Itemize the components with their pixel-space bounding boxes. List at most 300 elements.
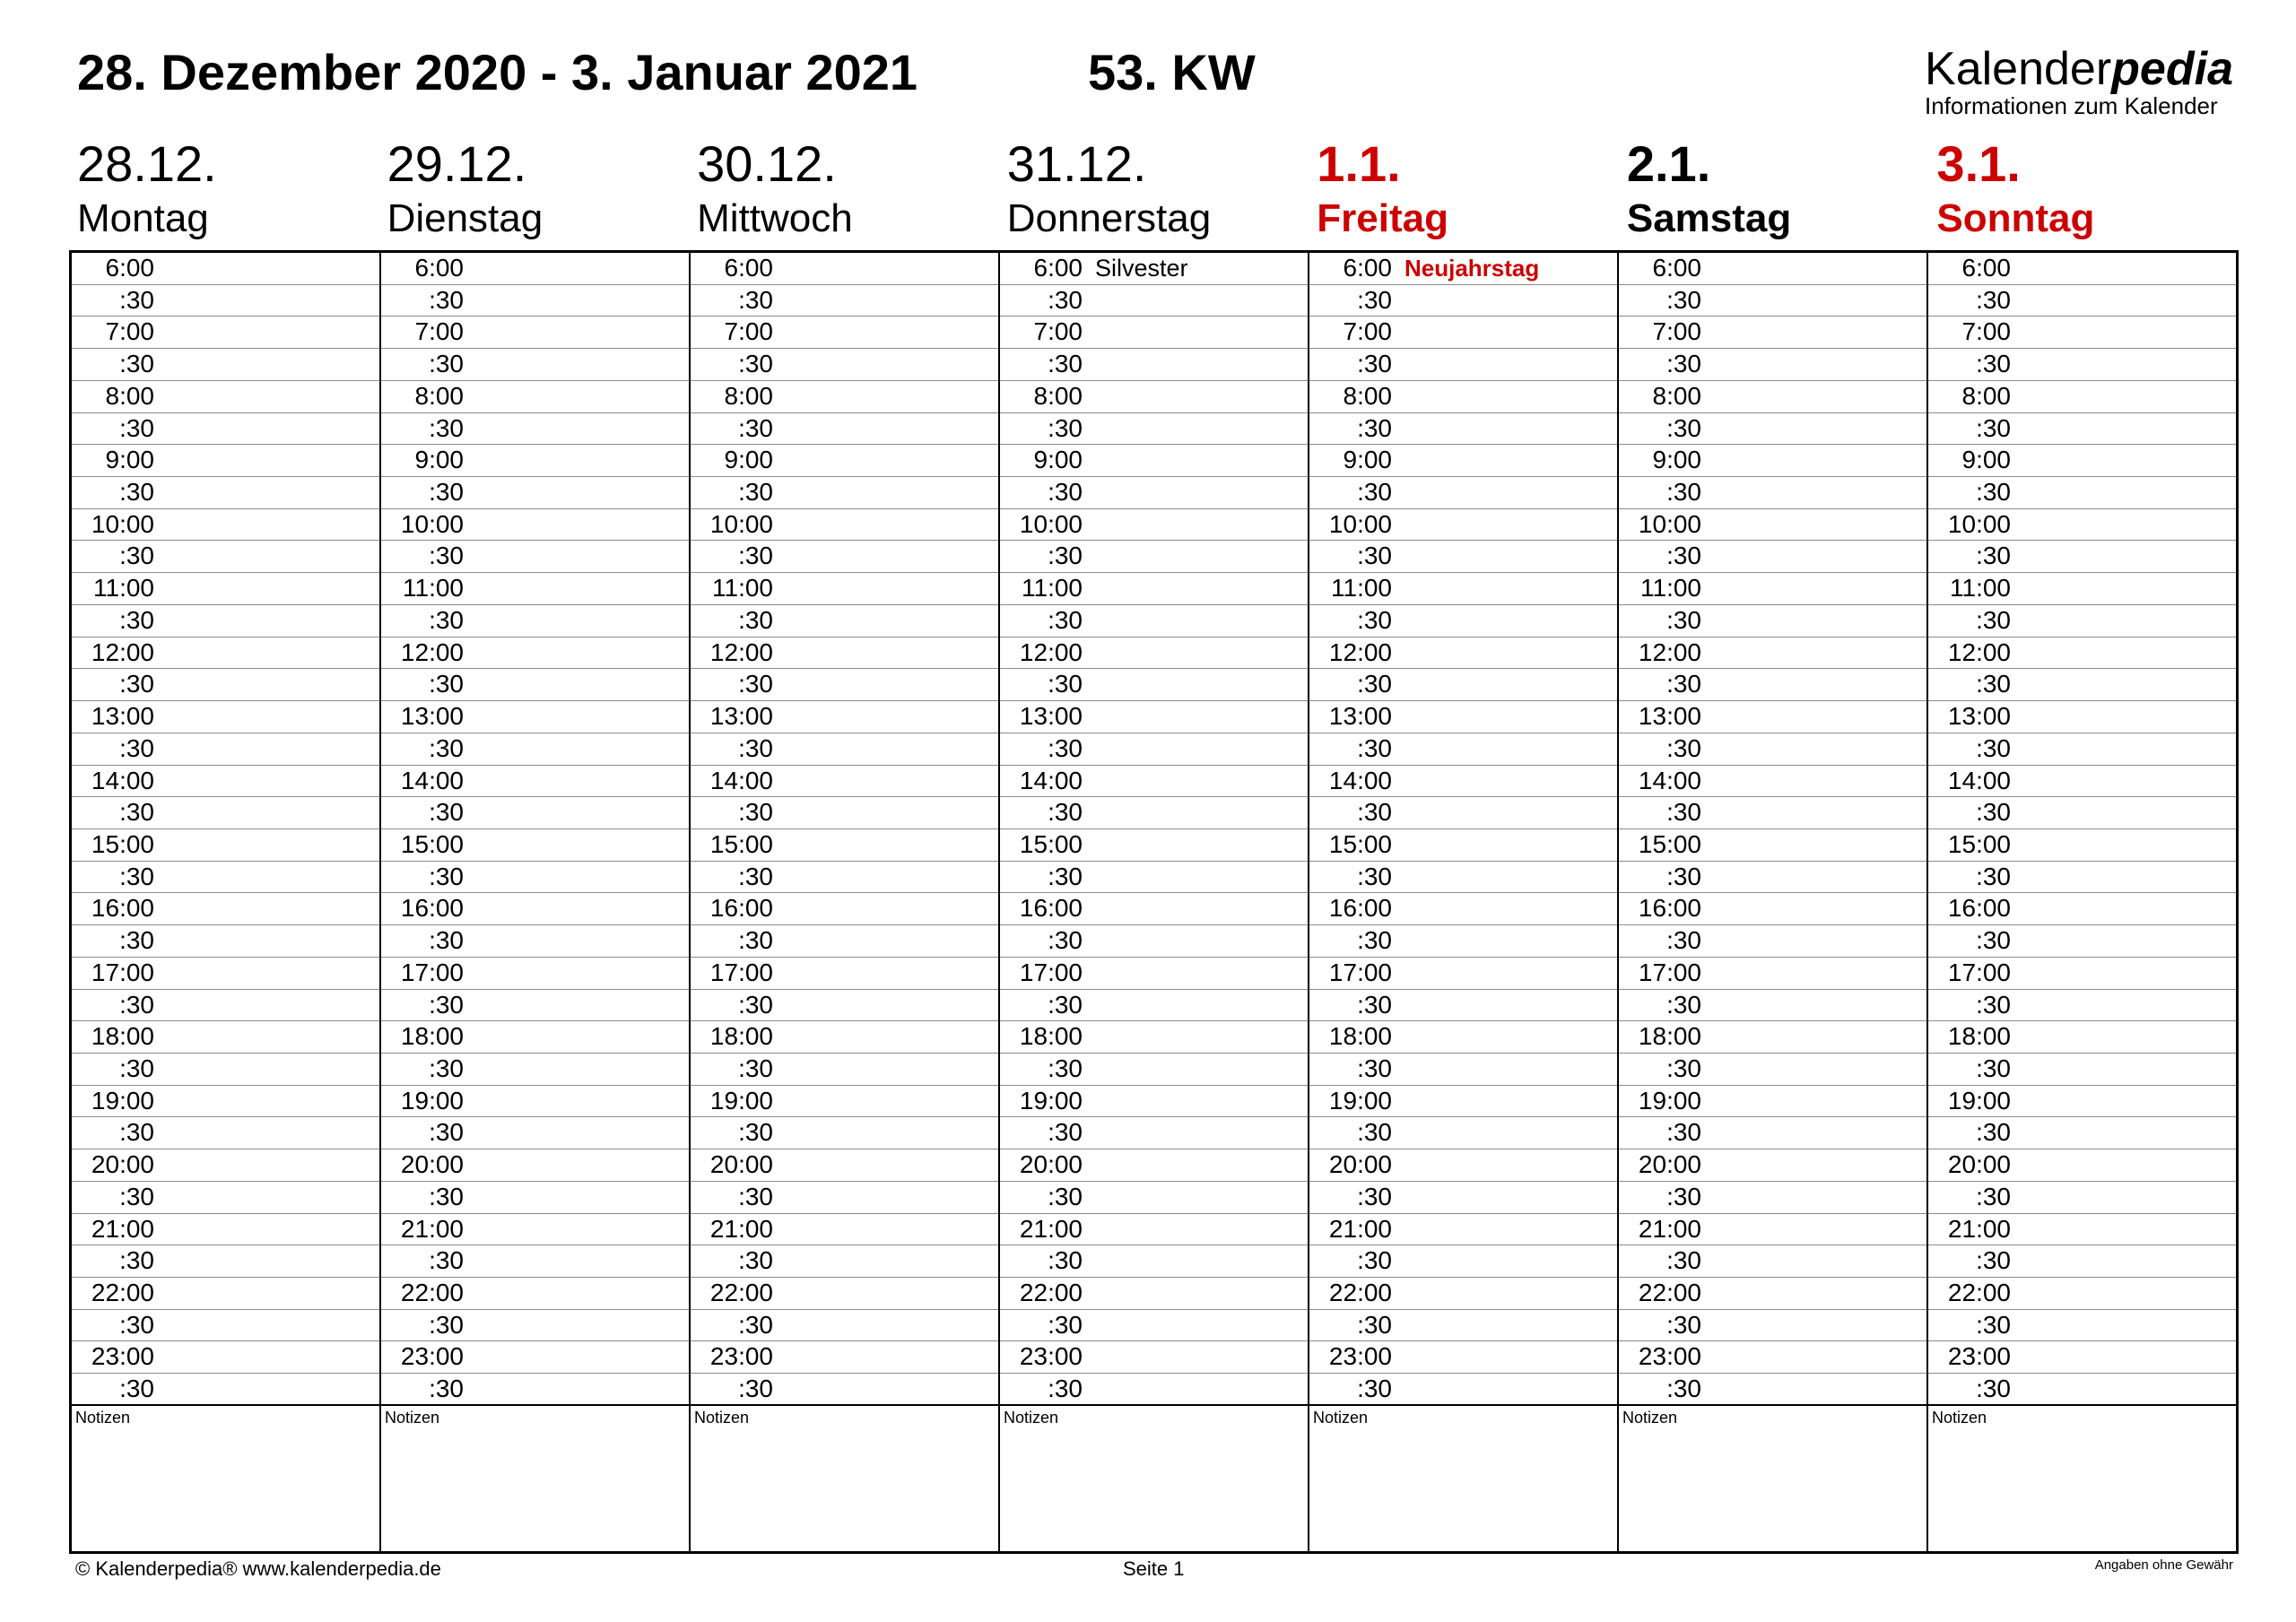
- time-slot[interactable]: [1309, 605, 1617, 638]
- time-slot[interactable]: [381, 349, 689, 381]
- time-slot[interactable]: [72, 445, 379, 477]
- time-slot[interactable]: [1928, 1374, 2236, 1406]
- time-slot[interactable]: [72, 413, 379, 446]
- time-slot[interactable]: [381, 413, 689, 446]
- time-slot[interactable]: [72, 638, 379, 670]
- time-slot[interactable]: [1000, 573, 1308, 605]
- time-slot[interactable]: [1928, 733, 2236, 766]
- time-slot[interactable]: [1000, 413, 1308, 446]
- time-slot[interactable]: [1309, 701, 1617, 733]
- time-slot[interactable]: [1000, 701, 1308, 733]
- time-slot[interactable]: [1000, 638, 1308, 670]
- notes-area[interactable]: [1619, 1406, 1926, 1551]
- time-slot[interactable]: [1928, 1054, 2236, 1086]
- time-slot[interactable]: [1000, 253, 1308, 285]
- time-slot[interactable]: [1000, 958, 1308, 990]
- time-label: :30: [119, 605, 154, 634]
- time-slot[interactable]: [1309, 285, 1617, 317]
- time-slot[interactable]: [381, 285, 689, 317]
- time-slot[interactable]: [1928, 477, 2236, 509]
- time-slot[interactable]: [72, 1341, 379, 1374]
- time-slot[interactable]: [381, 733, 689, 766]
- time-slot[interactable]: [1000, 733, 1308, 766]
- time-slot[interactable]: [72, 829, 379, 862]
- time-slot[interactable]: [72, 797, 379, 829]
- time-slot[interactable]: [72, 1245, 379, 1278]
- time-slot[interactable]: [1619, 1214, 1926, 1246]
- time-label: :30: [119, 350, 154, 378]
- time-slot[interactable]: [1619, 253, 1926, 285]
- time-slot[interactable]: [691, 1182, 998, 1214]
- time-slot[interactable]: [691, 349, 998, 381]
- time-slot[interactable]: [72, 1117, 379, 1149]
- time-slot[interactable]: [381, 1086, 689, 1118]
- time-slot[interactable]: [72, 1021, 379, 1054]
- time-slot[interactable]: [1000, 1182, 1308, 1214]
- time-slot[interactable]: [381, 1245, 689, 1278]
- time-slot[interactable]: [1309, 669, 1617, 701]
- day-header: [77, 134, 387, 242]
- time-slot[interactable]: [1309, 1021, 1617, 1054]
- time-slot[interactable]: [1619, 381, 1926, 413]
- day-name: Mittwoch: [697, 196, 853, 240]
- time-slot[interactable]: [1309, 381, 1617, 413]
- time-slot[interactable]: [72, 990, 379, 1022]
- time-slot[interactable]: [1000, 605, 1308, 638]
- time-slot[interactable]: [691, 381, 998, 413]
- time-slot[interactable]: [72, 381, 379, 413]
- time-slot[interactable]: [1619, 1054, 1926, 1086]
- time-slot[interactable]: [1309, 413, 1617, 446]
- time-label: 7:00: [1961, 317, 2011, 346]
- time-slot[interactable]: [691, 477, 998, 509]
- time-slot[interactable]: [72, 1214, 379, 1246]
- time-slot[interactable]: [1928, 605, 2236, 638]
- time-slot[interactable]: [1000, 990, 1308, 1022]
- time-slot[interactable]: [691, 1021, 998, 1054]
- notes-area[interactable]: [1309, 1406, 1617, 1551]
- time-slot[interactable]: [1928, 701, 2236, 733]
- time-slot[interactable]: [1619, 829, 1926, 862]
- time-label: :30: [1976, 1310, 2011, 1339]
- time-slot[interactable]: [1619, 413, 1926, 446]
- time-slot[interactable]: [1928, 1245, 2236, 1278]
- time-slot[interactable]: [691, 253, 998, 285]
- time-slot[interactable]: [1000, 1341, 1308, 1374]
- time-label: :30: [1666, 1246, 1701, 1275]
- time-slot[interactable]: [1928, 1278, 2236, 1310]
- time-slot[interactable]: [691, 1214, 998, 1246]
- time-label: :30: [119, 862, 154, 890]
- time-slot[interactable]: [1309, 733, 1617, 766]
- time-slot[interactable]: [72, 349, 379, 381]
- time-slot[interactable]: [1619, 958, 1926, 990]
- time-label: 10:00: [400, 509, 464, 538]
- notes-area[interactable]: [1000, 1406, 1308, 1551]
- time-slot[interactable]: [1928, 413, 2236, 446]
- time-slot[interactable]: [1619, 1341, 1926, 1374]
- time-slot[interactable]: [1000, 1310, 1308, 1342]
- time-slot[interactable]: [1309, 1182, 1617, 1214]
- time-slot[interactable]: [1619, 733, 1926, 766]
- time-slot[interactable]: [72, 573, 379, 605]
- time-slot[interactable]: [691, 509, 998, 542]
- time-slot[interactable]: [72, 701, 379, 733]
- time-slot[interactable]: [691, 990, 998, 1022]
- time-slot[interactable]: [1000, 1214, 1308, 1246]
- time-slot[interactable]: [1928, 509, 2236, 542]
- time-slot[interactable]: [72, 285, 379, 317]
- time-slot[interactable]: [1309, 1310, 1617, 1342]
- time-slot[interactable]: [1928, 766, 2236, 798]
- time-slot[interactable]: [1309, 638, 1617, 670]
- time-slot[interactable]: [1619, 1245, 1926, 1278]
- time-slot[interactable]: [381, 829, 689, 862]
- time-slot[interactable]: [1000, 541, 1308, 573]
- time-slot[interactable]: [1928, 958, 2236, 990]
- time-slot[interactable]: [691, 317, 998, 349]
- time-slot[interactable]: [381, 1182, 689, 1214]
- time-slot[interactable]: [381, 1310, 689, 1342]
- time-label: 11:00: [1022, 574, 1083, 603]
- time-slot[interactable]: [1000, 893, 1308, 925]
- time-slot[interactable]: [691, 701, 998, 733]
- time-slot[interactable]: [1309, 862, 1617, 894]
- time-label: :30: [429, 1310, 464, 1339]
- time-slot[interactable]: [1309, 958, 1617, 990]
- time-slot[interactable]: [1928, 541, 2236, 573]
- time-label: 11:00: [1950, 574, 2011, 603]
- time-slot[interactable]: [691, 766, 998, 798]
- time-slot[interactable]: [1000, 381, 1308, 413]
- time-slot[interactable]: [1309, 766, 1617, 798]
- time-slot[interactable]: [1309, 1245, 1617, 1278]
- time-slot[interactable]: [1000, 925, 1308, 958]
- time-slot[interactable]: [691, 797, 998, 829]
- time-slot[interactable]: [1309, 253, 1617, 285]
- time-slot[interactable]: [72, 862, 379, 894]
- time-slot[interactable]: [381, 990, 689, 1022]
- time-slot[interactable]: [1928, 925, 2236, 958]
- time-slot[interactable]: [691, 733, 998, 766]
- time-slot[interactable]: [1309, 349, 1617, 381]
- time-slot[interactable]: [1309, 1054, 1617, 1086]
- time-slot[interactable]: [1000, 509, 1308, 542]
- time-slot[interactable]: [1928, 1214, 2236, 1246]
- time-slot[interactable]: [72, 1149, 379, 1182]
- time-slot[interactable]: [1619, 1021, 1926, 1054]
- time-slot[interactable]: [72, 669, 379, 701]
- time-slot[interactable]: [691, 1245, 998, 1278]
- time-slot[interactable]: [1000, 797, 1308, 829]
- time-slot[interactable]: [1309, 829, 1617, 862]
- time-slot[interactable]: [1000, 349, 1308, 381]
- time-slot[interactable]: [1928, 638, 2236, 670]
- time-slot[interactable]: [1619, 990, 1926, 1022]
- time-label: 18:00: [91, 1022, 154, 1051]
- time-slot[interactable]: [381, 925, 689, 958]
- time-slot[interactable]: [1619, 1182, 1926, 1214]
- time-label: :30: [119, 990, 154, 1019]
- time-slot[interactable]: [1619, 1278, 1926, 1310]
- time-label: :30: [1357, 1182, 1392, 1210]
- time-slot[interactable]: [72, 1054, 379, 1086]
- time-label: 14:00: [1328, 766, 1392, 794]
- time-slot[interactable]: [1309, 1214, 1617, 1246]
- time-slot[interactable]: [1309, 893, 1617, 925]
- time-slot[interactable]: [1928, 445, 2236, 477]
- time-label: :30: [429, 670, 464, 698]
- time-label: :30: [119, 733, 154, 762]
- time-slot[interactable]: [72, 477, 379, 509]
- time-slot[interactable]: [381, 1054, 689, 1086]
- day-event: Neujahrstag: [1405, 255, 1540, 282]
- time-label: 8:00: [1652, 381, 1701, 410]
- time-slot[interactable]: [72, 605, 379, 638]
- time-slot[interactable]: [1619, 317, 1926, 349]
- time-slot[interactable]: [691, 1054, 998, 1086]
- time-label: :30: [738, 862, 773, 890]
- time-slot[interactable]: [1619, 638, 1926, 670]
- time-slot[interactable]: [1928, 285, 2236, 317]
- time-slot[interactable]: [72, 541, 379, 573]
- time-slot[interactable]: [381, 862, 689, 894]
- time-slot[interactable]: [1619, 1310, 1926, 1342]
- time-slot[interactable]: [1309, 797, 1617, 829]
- time-slot[interactable]: [1619, 862, 1926, 894]
- time-slot[interactable]: [381, 573, 689, 605]
- time-label: :30: [1357, 670, 1392, 698]
- time-slot[interactable]: [72, 733, 379, 766]
- time-slot[interactable]: [1619, 349, 1926, 381]
- time-slot[interactable]: [381, 605, 689, 638]
- time-label: 20:00: [91, 1150, 154, 1179]
- time-slot[interactable]: [1309, 990, 1617, 1022]
- notes-area[interactable]: [1928, 1406, 2236, 1551]
- time-slot[interactable]: [691, 1086, 998, 1118]
- time-slot[interactable]: [1928, 573, 2236, 605]
- time-slot[interactable]: [1928, 1310, 2236, 1342]
- time-slot[interactable]: [381, 893, 689, 925]
- time-slot[interactable]: [1309, 925, 1617, 958]
- time-slot[interactable]: [1000, 1054, 1308, 1086]
- time-slot[interactable]: [72, 1182, 379, 1214]
- time-slot[interactable]: [72, 925, 379, 958]
- time-slot[interactable]: [1309, 1278, 1617, 1310]
- time-slot[interactable]: [1000, 766, 1308, 798]
- time-slot[interactable]: [1309, 1086, 1617, 1118]
- time-slot[interactable]: [72, 1278, 379, 1310]
- time-slot[interactable]: [1928, 1341, 2236, 1374]
- time-label: 6:00: [1033, 254, 1083, 282]
- time-slot[interactable]: [691, 1117, 998, 1149]
- time-slot[interactable]: [1000, 1245, 1308, 1278]
- time-slot[interactable]: [1619, 797, 1926, 829]
- time-slot[interactable]: [691, 958, 998, 990]
- time-slot[interactable]: [1619, 1117, 1926, 1149]
- time-slot[interactable]: [1309, 477, 1617, 509]
- time-slot[interactable]: [1619, 285, 1926, 317]
- time-label: :30: [1357, 285, 1392, 314]
- time-slot[interactable]: [1000, 669, 1308, 701]
- time-slot[interactable]: [381, 1214, 689, 1246]
- time-slot[interactable]: [1000, 477, 1308, 509]
- notes-area[interactable]: [691, 1406, 998, 1551]
- time-slot[interactable]: [691, 862, 998, 894]
- notes-label: Notizen: [1622, 1409, 1678, 1427]
- time-slot[interactable]: [691, 413, 998, 446]
- time-slot[interactable]: [1309, 1117, 1617, 1149]
- time-slot[interactable]: [1619, 1086, 1926, 1118]
- time-slot[interactable]: [691, 573, 998, 605]
- time-slot[interactable]: [1928, 893, 2236, 925]
- time-slot[interactable]: [1309, 1341, 1617, 1374]
- time-label: 21:00: [709, 1214, 773, 1243]
- time-slot[interactable]: [1309, 445, 1617, 477]
- time-slot[interactable]: [1309, 509, 1617, 542]
- time-slot[interactable]: [381, 797, 689, 829]
- time-slot[interactable]: [691, 445, 998, 477]
- time-slot[interactable]: [1000, 1374, 1308, 1406]
- time-slot[interactable]: [1928, 1086, 2236, 1118]
- time-slot[interactable]: [1309, 573, 1617, 605]
- time-slot[interactable]: [381, 541, 689, 573]
- time-slot[interactable]: [381, 1278, 689, 1310]
- time-slot[interactable]: [1000, 1117, 1308, 1149]
- time-slot[interactable]: [1928, 829, 2236, 862]
- time-label: :30: [1357, 1118, 1392, 1147]
- time-slot[interactable]: [1619, 766, 1926, 798]
- time-slot[interactable]: [72, 1374, 379, 1406]
- time-slot[interactable]: [1619, 925, 1926, 958]
- time-slot[interactable]: [1928, 669, 2236, 701]
- time-slot[interactable]: [381, 1117, 689, 1149]
- time-slot[interactable]: [691, 1341, 998, 1374]
- time-label: 8:00: [1961, 381, 2011, 410]
- time-slot[interactable]: [1928, 990, 2236, 1022]
- time-slot[interactable]: [1928, 381, 2236, 413]
- time-slot[interactable]: [381, 638, 689, 670]
- time-slot[interactable]: [381, 669, 689, 701]
- time-slot[interactable]: [691, 605, 998, 638]
- time-slot[interactable]: [72, 766, 379, 798]
- time-slot[interactable]: [1000, 317, 1308, 349]
- time-slot[interactable]: [691, 541, 998, 573]
- time-slot[interactable]: [691, 1310, 998, 1342]
- time-slot[interactable]: [381, 509, 689, 542]
- time-slot[interactable]: [72, 958, 379, 990]
- time-label: 12:00: [1947, 638, 2011, 666]
- time-slot[interactable]: [1619, 669, 1926, 701]
- time-slot[interactable]: [1619, 1149, 1926, 1182]
- time-slot[interactable]: [1000, 1021, 1308, 1054]
- time-slot[interactable]: [381, 253, 689, 285]
- time-slot[interactable]: [691, 893, 998, 925]
- time-slot[interactable]: [72, 317, 379, 349]
- time-slot[interactable]: [72, 1310, 379, 1342]
- time-slot[interactable]: [691, 1149, 998, 1182]
- time-slot[interactable]: [1309, 317, 1617, 349]
- time-slot[interactable]: [1619, 445, 1926, 477]
- time-slot[interactable]: [1000, 1278, 1308, 1310]
- time-label: :30: [1976, 990, 2011, 1019]
- time-slot[interactable]: [1928, 797, 2236, 829]
- time-label: 17:00: [1638, 958, 1701, 986]
- time-slot[interactable]: [691, 669, 998, 701]
- time-slot[interactable]: [72, 1086, 379, 1118]
- time-label: 16:00: [400, 894, 464, 923]
- time-label: 7:00: [1652, 317, 1701, 346]
- time-label: :30: [738, 1310, 773, 1339]
- day-date: 31.12.: [1006, 135, 1147, 192]
- time-slot[interactable]: [381, 445, 689, 477]
- time-slot[interactable]: [1928, 317, 2236, 349]
- time-slot[interactable]: [72, 509, 379, 542]
- time-slot[interactable]: [72, 253, 379, 285]
- time-label: 20:00: [1328, 1150, 1392, 1179]
- time-slot[interactable]: [1928, 1149, 2236, 1182]
- time-slot[interactable]: [72, 893, 379, 925]
- time-slot[interactable]: [381, 766, 689, 798]
- time-label: :30: [1357, 1246, 1392, 1275]
- time-slot[interactable]: [691, 1374, 998, 1406]
- time-slot[interactable]: [381, 1341, 689, 1374]
- time-slot[interactable]: [1000, 1149, 1308, 1182]
- time-slot[interactable]: [1309, 541, 1617, 573]
- time-slot[interactable]: [1928, 349, 2236, 381]
- time-slot[interactable]: [691, 925, 998, 958]
- time-slot[interactable]: [1000, 862, 1308, 894]
- time-slot[interactable]: [1928, 253, 2236, 285]
- time-slot[interactable]: [1619, 1374, 1926, 1406]
- time-slot[interactable]: [1619, 701, 1926, 733]
- time-slot[interactable]: [1619, 605, 1926, 638]
- time-slot[interactable]: [691, 1278, 998, 1310]
- time-slot[interactable]: [1000, 285, 1308, 317]
- time-slot[interactable]: [381, 1374, 689, 1406]
- time-slot[interactable]: [1619, 893, 1926, 925]
- time-slot[interactable]: [691, 829, 998, 862]
- time-slot[interactable]: [381, 958, 689, 990]
- time-slot[interactable]: [381, 1149, 689, 1182]
- time-slot[interactable]: [1619, 573, 1926, 605]
- day-name: Montag: [77, 196, 209, 240]
- notes-area[interactable]: [72, 1406, 379, 1551]
- time-slot[interactable]: [691, 285, 998, 317]
- time-slot[interactable]: [691, 638, 998, 670]
- time-slot[interactable]: [381, 317, 689, 349]
- time-slot[interactable]: [381, 381, 689, 413]
- time-slot[interactable]: [1000, 829, 1308, 862]
- time-slot[interactable]: [1619, 541, 1926, 573]
- time-slot[interactable]: [381, 477, 689, 509]
- time-label: :30: [1357, 1310, 1392, 1339]
- time-slot[interactable]: [1000, 445, 1308, 477]
- time-slot[interactable]: [1619, 509, 1926, 542]
- time-slot[interactable]: [1000, 1086, 1308, 1118]
- notes-area[interactable]: [381, 1406, 689, 1551]
- time-slot[interactable]: [381, 701, 689, 733]
- time-slot[interactable]: [1309, 1374, 1617, 1406]
- time-slot[interactable]: [1309, 1149, 1617, 1182]
- time-slot[interactable]: [381, 1021, 689, 1054]
- time-slot[interactable]: [1928, 862, 2236, 894]
- time-slot[interactable]: [1928, 1021, 2236, 1054]
- time-label: 12:00: [400, 638, 464, 666]
- time-slot[interactable]: [1928, 1117, 2236, 1149]
- time-slot[interactable]: [1619, 477, 1926, 509]
- time-slot[interactable]: [1928, 1182, 2236, 1214]
